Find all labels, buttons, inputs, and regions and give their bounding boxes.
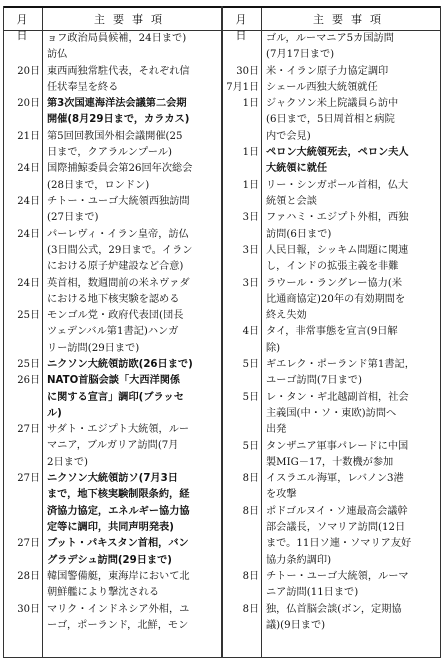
entry-line: 部会議長，ソマリア訪問(12日 xyxy=(266,521,406,533)
entry-line: グラデシュ訪問(29日まで) xyxy=(47,554,172,566)
entry-line: に関する宣言」調印(ブラッセ xyxy=(47,391,184,403)
event-header: 主要事項 xyxy=(94,13,170,26)
entry-line: ル) xyxy=(47,407,62,419)
entry-text xyxy=(47,308,218,357)
entry-date: 3日 xyxy=(242,277,259,289)
entry-line: を攻撃 xyxy=(266,489,297,501)
entry-line: 議)(9日まで) xyxy=(266,619,326,631)
entry-text xyxy=(47,64,218,97)
entry-date: 1日 xyxy=(242,98,259,110)
entry-text xyxy=(266,31,437,64)
entry-line: における地下核実験を認める xyxy=(47,293,180,305)
event-header: 主要事項 xyxy=(313,13,389,26)
entry-text xyxy=(266,96,437,145)
entry-date: 25日 xyxy=(17,310,40,322)
entry-line: 除) xyxy=(266,342,281,354)
entry-line: チトー・ユーゴ大統領西独訪問 xyxy=(47,196,190,207)
entry-date: 8日 xyxy=(242,603,259,615)
entry-date: 3日 xyxy=(242,212,259,224)
entry-line: 内で会見) xyxy=(266,130,311,142)
entry-line: タンザニア軍事パレードに中国 xyxy=(266,440,409,452)
entry-date: 26日 xyxy=(17,375,40,387)
entry-line: ーゴ，ポーランド，北鮮，モン xyxy=(47,619,189,631)
entry-line: 出発 xyxy=(266,424,287,436)
entry-text xyxy=(266,243,437,276)
entry-line: まで，地下核実験制限条約，経 xyxy=(47,489,190,501)
entry-date: 27日 xyxy=(17,538,40,550)
entry-line: ファハミ・エジプト外相，西独 xyxy=(266,212,409,224)
entry-text xyxy=(266,504,437,569)
entry-text xyxy=(47,276,218,309)
entry-line: ブット・パキスタン首相，バン xyxy=(47,538,189,550)
entry-line: マニア，ブルガリア訪問(7月 xyxy=(47,440,179,452)
entry-line: ギエレク・ポーランド第1書記， xyxy=(266,359,415,370)
entry-line: パーレヴィ・イラン皇帝，訪仏 xyxy=(47,228,189,240)
entry-date: 20日 xyxy=(17,65,40,77)
column-divider xyxy=(42,6,43,657)
entry-date: 24日 xyxy=(17,228,40,240)
entry-line: (3日間公式，29日まで。イラン xyxy=(47,244,193,256)
entry-line: ユーゴ訪問(7日まで) xyxy=(266,375,362,387)
date-header: 月 日 xyxy=(16,13,43,42)
entry-line: モンゴル党・政府代表団(団長 xyxy=(47,310,184,322)
entry-line: ペロン大統領死去，ペロン夫人 xyxy=(266,147,409,159)
entry-line: サダト・エジプト大統領，ルー xyxy=(47,424,190,436)
column-divider xyxy=(261,6,262,657)
entry-text xyxy=(266,357,437,390)
entry-line: 2日まで) xyxy=(47,456,89,468)
entry-date: 8日 xyxy=(242,505,259,517)
entry-line: 終え失効 xyxy=(266,310,307,322)
entry-date: 30日 xyxy=(236,65,259,77)
entry-text xyxy=(47,471,218,536)
entry-text xyxy=(266,178,437,211)
entry-line: 日まで，クアラルンプール) xyxy=(47,147,172,159)
entry-line: ョフ政治局員候補，24日まで) xyxy=(47,33,187,44)
entry-line: ポドゴルヌイ・ソ連最高会議幹 xyxy=(266,505,408,517)
entry-line: 統領と会談 xyxy=(266,195,317,207)
entry-text xyxy=(266,145,437,178)
entry-text xyxy=(47,357,218,373)
entry-line: ラウール・ラングレー協力(米 xyxy=(266,277,403,289)
entry-line: (27日まで) xyxy=(47,212,99,224)
entry-text xyxy=(47,602,218,635)
right-column xyxy=(222,6,441,658)
entry-date: 1日 xyxy=(242,147,259,159)
left-column xyxy=(3,6,222,658)
entry-date: 30日 xyxy=(17,603,40,615)
entry-text xyxy=(266,276,437,325)
entry-text xyxy=(266,390,437,439)
entry-text xyxy=(47,31,218,64)
entry-date: 24日 xyxy=(17,196,40,207)
entry-date: 4日 xyxy=(242,326,259,338)
entry-line: リー・シンガポール首相，仏大 xyxy=(266,179,409,191)
entry-line: ジャクソン米上院議員ら訪中 xyxy=(266,98,399,110)
entry-line: 第5回回教国外相会議開催(25 xyxy=(47,130,183,142)
entry-text xyxy=(47,373,218,422)
entry-date: 25日 xyxy=(17,359,40,370)
entry-line: シェール西独大統領就任 xyxy=(266,81,378,93)
entry-date: 5日 xyxy=(242,359,259,370)
entry-date: 21日 xyxy=(17,130,40,142)
entry-line: 定等に調印，共同声明発表) xyxy=(47,521,174,533)
entry-date: 7月1日 xyxy=(226,81,259,93)
entry-line: 韓国警備艇，東海岸において北 xyxy=(47,570,190,582)
entry-text xyxy=(47,194,218,227)
entry-date: 8日 xyxy=(242,570,259,582)
date-header: 月 日 xyxy=(235,13,262,42)
entry-text xyxy=(47,96,218,129)
entry-text xyxy=(266,471,437,504)
entry-text xyxy=(266,64,437,80)
entry-line: NATO首脳会談「大西洋関係 xyxy=(47,375,181,387)
entry-line: タイ，非常事態を宣言(9日解 xyxy=(266,326,398,338)
entry-line: 訪問(6日まで) xyxy=(266,228,332,240)
entry-line: リー訪問(29日まで) xyxy=(47,342,140,354)
entry-date: 24日 xyxy=(17,163,40,175)
entry-text xyxy=(47,227,218,276)
entry-text xyxy=(266,602,437,635)
entry-line: レ・タン・ギ北越副首相，社会 xyxy=(266,391,409,403)
entry-line: 協力条約調印) xyxy=(266,554,332,566)
entry-text xyxy=(47,129,218,162)
entry-line: 訪仏 xyxy=(47,49,68,61)
entry-date: 8日 xyxy=(242,473,259,485)
entry-date: 1日 xyxy=(242,179,259,191)
entry-line: 独，仏首脳会談(ボン，定期協 xyxy=(266,603,402,615)
entry-line: 朝鮮艦により撃沈される xyxy=(47,587,160,599)
entry-text xyxy=(47,536,218,569)
entry-line: 製MIG－17，十数機が参加 xyxy=(266,456,394,468)
entry-date: 5日 xyxy=(242,391,259,403)
entry-text xyxy=(266,439,437,472)
entry-text xyxy=(266,80,437,96)
entry-line: (6日まで，5日周首相と病院 xyxy=(266,114,395,126)
entry-line: マリク・インドネシア外相，ユ xyxy=(47,603,190,615)
entry-line: ツェデンバル第1書記)ハンガ xyxy=(47,326,179,338)
entry-line: 主義国(中・ソ・東欧)訪問へ xyxy=(266,407,397,419)
entry-line: 比通商協定)20年の有効期間を xyxy=(266,293,406,305)
entry-line: ニクソン大統領訪欧(26日まで) xyxy=(47,359,193,370)
entry-line: 人民日報，シッキム問題に関連 xyxy=(266,244,409,256)
entry-line: ゴル，ルーマニア5カ国訪問 xyxy=(266,33,394,44)
entry-line: 任状奉呈を終る xyxy=(47,81,119,93)
entry-line: 米・イラン原子力協定調印 xyxy=(266,65,389,77)
entry-line: ニクソン大統領訪ソ(7月3日 xyxy=(47,473,178,485)
entry-line: 英首相，数週間前の米ネヴァダ xyxy=(47,277,190,289)
entry-date: 24日 xyxy=(17,277,40,289)
entry-text xyxy=(47,569,218,602)
entry-line: 東西両独常駐代表，それぞれ信 xyxy=(47,65,190,77)
entry-date: 27日 xyxy=(17,424,40,436)
entry-line: 国際捕鯨委員会第26回年次総会 xyxy=(47,163,193,175)
entry-line: (7月17日まで) xyxy=(266,49,335,61)
entry-line: (28日まで，ロンドン) xyxy=(47,179,150,191)
entry-date: 3日 xyxy=(242,244,259,256)
entry-line: チトー・ユーゴ大統領，ルーマ xyxy=(266,570,409,582)
entry-text xyxy=(47,161,218,194)
entry-text xyxy=(266,210,437,243)
entry-line: 大統領に就任 xyxy=(266,163,328,175)
entry-text xyxy=(266,569,437,602)
entry-date: 20日 xyxy=(17,98,40,110)
entry-text xyxy=(266,324,437,357)
entry-line: 第3次国連海洋法会議第二会期 xyxy=(47,98,187,110)
entry-line: 済協力協定，エネルギー協力協 xyxy=(47,505,190,517)
entry-line: における原子炉建設など合意) xyxy=(47,261,184,273)
entry-line: まで。11日ソ連・ソマリア友好 xyxy=(266,538,412,550)
entry-line: イスラエル海軍，レバノン3港 xyxy=(266,473,404,485)
entry-line: ニア訪問(11日まで) xyxy=(266,587,359,599)
entry-text xyxy=(47,422,218,471)
entry-line: 開催(8月29日まで，カラカス) xyxy=(47,114,190,126)
entry-line: し，インドの拡張主義を非難 xyxy=(266,261,399,273)
entry-date: 27日 xyxy=(17,473,40,485)
entry-date: 28日 xyxy=(17,570,40,582)
entry-date: 5日 xyxy=(242,440,259,452)
